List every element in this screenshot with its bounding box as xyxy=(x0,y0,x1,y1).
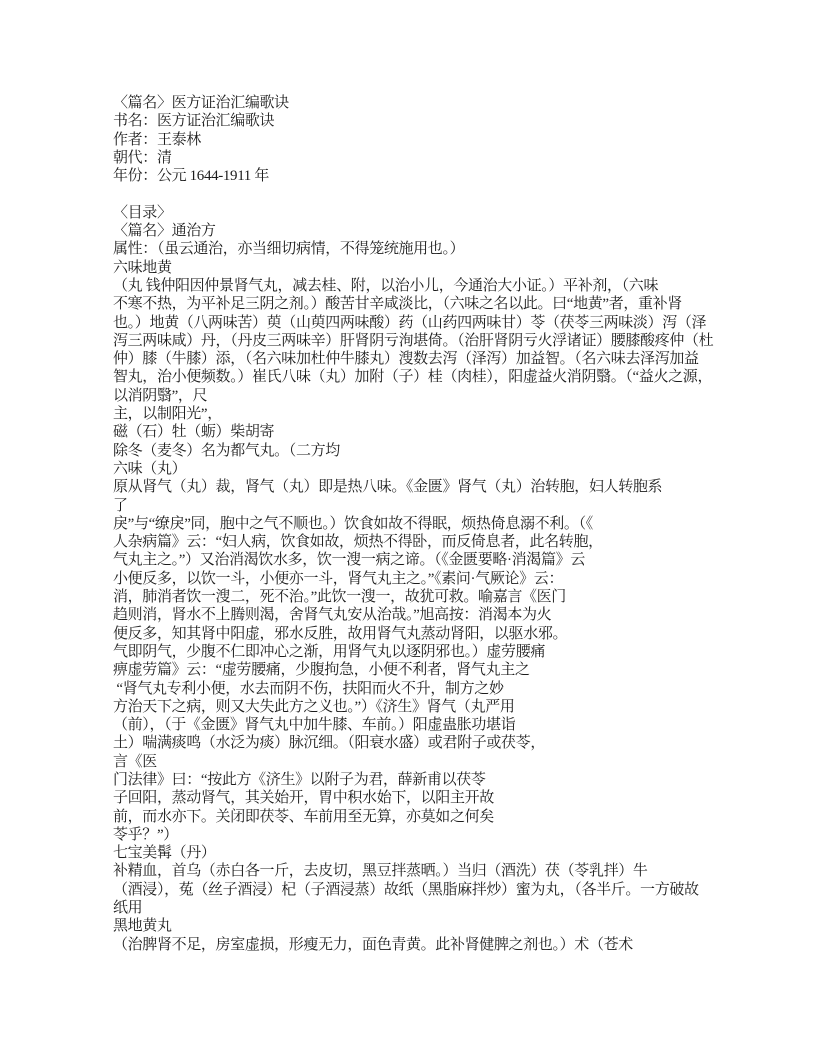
text-line: 作者：王泰林 xyxy=(113,131,201,148)
text-line: 戾”与“缭戾”同，胞中之气不顺也。）饮食如故不得眠，烦热倚息溺不利。（《 xyxy=(113,515,593,532)
text-line: 消，肺消者饮一溲二，死不治。”此饮一溲一，故犹可救。喻嘉言《医门 xyxy=(113,589,566,606)
text-line: 了 xyxy=(113,497,128,514)
text-line: 人杂病篇》云：“妇人病，饮食如故，烦热不得卧，而反倚息者，此名转胞， xyxy=(113,534,603,551)
text-line: 言《医 xyxy=(113,753,157,770)
text-line: （丸 钱仲阳因仲景肾气丸，减去桂、附，以治小儿，今通治大小证。）平补剂，（六味 xyxy=(113,277,659,294)
text-line: 书名：医方证治汇编歌诀 xyxy=(113,113,275,130)
text-line: 趋则消，肾水不上腾则渴，舍肾气丸安从治哉。”旭高按：消渴本为火 xyxy=(113,607,552,624)
text-line: 黑地黄丸 xyxy=(113,918,172,935)
text-line: 属性：（虽云通治，亦当细切病情，不得笼统施用也。） xyxy=(113,241,465,258)
text-line: 便反多，知其肾中阳虚，邪水反胜，故用肾气丸蒸动肾阳，以驱水邪。 xyxy=(113,625,568,642)
text-line: 也。）地黄（八两味苦）萸（山萸四两味酸）药（山药四两味甘）苓（茯苓三两味淡）泻（泽 xyxy=(113,314,707,331)
text-line: 气即阴气，少腹不仁即冲心之渐，用肾气丸以逐阴邪也。）虚劳腰痛 xyxy=(113,643,546,660)
text-line: 方治天下之病，则又大失此方之义也。”）《济生》肾气（丸严用 xyxy=(113,698,515,715)
text-block xyxy=(113,94,738,954)
text-line: （酒浸），菟（丝子酒浸）杞（子酒浸蒸）故纸（黑脂麻拌炒）蜜为丸，（各半斤。一方破故 xyxy=(113,881,699,898)
text-line: 六味地黄 xyxy=(113,259,172,276)
text-line: 苓乎？”） xyxy=(113,826,178,843)
text-line: 年份：公元 1644-1911 年 xyxy=(113,168,269,185)
text-line: 小便反多，以饮一斗，小便亦一斗，肾气丸主之。”《素问·气厥论》云： xyxy=(113,570,564,587)
text-line: 〈篇名〉通治方 xyxy=(113,223,216,240)
text-line: 前，而水亦下。关闭即茯苓、车前用至无算，亦莫如之何矣 xyxy=(113,808,494,825)
text-line: 七宝美髯（丹） xyxy=(113,845,216,862)
blank-line xyxy=(113,185,738,203)
text-line: 除冬（麦冬）名为都气丸。（二方均 xyxy=(113,442,340,459)
text-line: 朝代：清 xyxy=(113,149,172,166)
text-line: 不寒不热，为平补足三阴之剂。）酸苦甘辛咸淡比，（六味之名以此。曰“地黄”者，重补肾 xyxy=(113,296,682,313)
text-line: 纸用 xyxy=(113,900,143,917)
text-line: 主，以制阳光”， xyxy=(113,406,222,423)
text-line: （前），（于《金匮》肾气丸中加牛膝、车前。）阳虚蛊胀功堪诣 xyxy=(113,717,516,734)
text-line: 土）喘满痰鸣（水泛为痰）脉沉细。（阳衰水盛）或君附子或茯苓， xyxy=(113,735,546,752)
text-line: 痹虚劳篇》云：“虚劳腰痛，少腹拘急，小便不利者，肾气丸主之 xyxy=(113,662,530,679)
text-line: （治脾肾不足，房室虚损，形瘦无力，面色青黄。此补肾健脾之剂也。）术（苍术 xyxy=(113,936,633,953)
text-line: 仲）膝（牛膝）添，（名六味加杜仲牛膝丸）溲数去泻（泽泻）加益智。（名六味去泽泻加益 xyxy=(113,351,699,368)
text-line: 门法律》曰：“按此方《济生》以附子为君，薛新甫以茯苓 xyxy=(113,771,486,788)
text-line: 子回阳，蒸动肾气，其关始开，胃中积水始下，以阳主开故 xyxy=(113,790,494,807)
text-line: 六味（丸） xyxy=(113,460,187,477)
text-line: 以消阴翳”，尺 xyxy=(113,387,208,404)
text-line: 磁（石）牡（蛎）柴胡寄 xyxy=(113,424,275,441)
text-line: 〈目录〉 xyxy=(113,204,172,221)
text-line: 原从肾气（丸）裁，肾气（丸）即是热八味。《金匮》肾气（丸）治转胞，妇人转胞系 xyxy=(113,479,663,496)
text-line: 智丸，治小便频数。）崔氏八味（丸）加附（子）桂（肉桂），阳虚益火消阴翳。（“益火之源， xyxy=(113,369,713,386)
text-line: 〈篇名〉医方证治汇编歌诀 xyxy=(113,95,289,111)
text-line: 补精血，首乌（赤白各一斤，去皮切，黑豆拌蒸晒。）当归（酒洗）茯（苓乳拌）牛 xyxy=(113,863,648,880)
text-line: “肾气丸专利小便，水去而阴不伤，扶阳而火不升，制方之妙 xyxy=(113,680,504,697)
text-line: 泻三两味咸）丹，（丹皮三两味辛）肝肾阴亏洵堪倚。（治肝肾阴亏火浮诸证）腰膝酸疼仲（杜 xyxy=(113,332,714,349)
text-line: 气丸主之。”）又治消渴饮水多，饮一溲一病之谛。（《金匮要略·消渴篇》云 xyxy=(113,552,585,569)
